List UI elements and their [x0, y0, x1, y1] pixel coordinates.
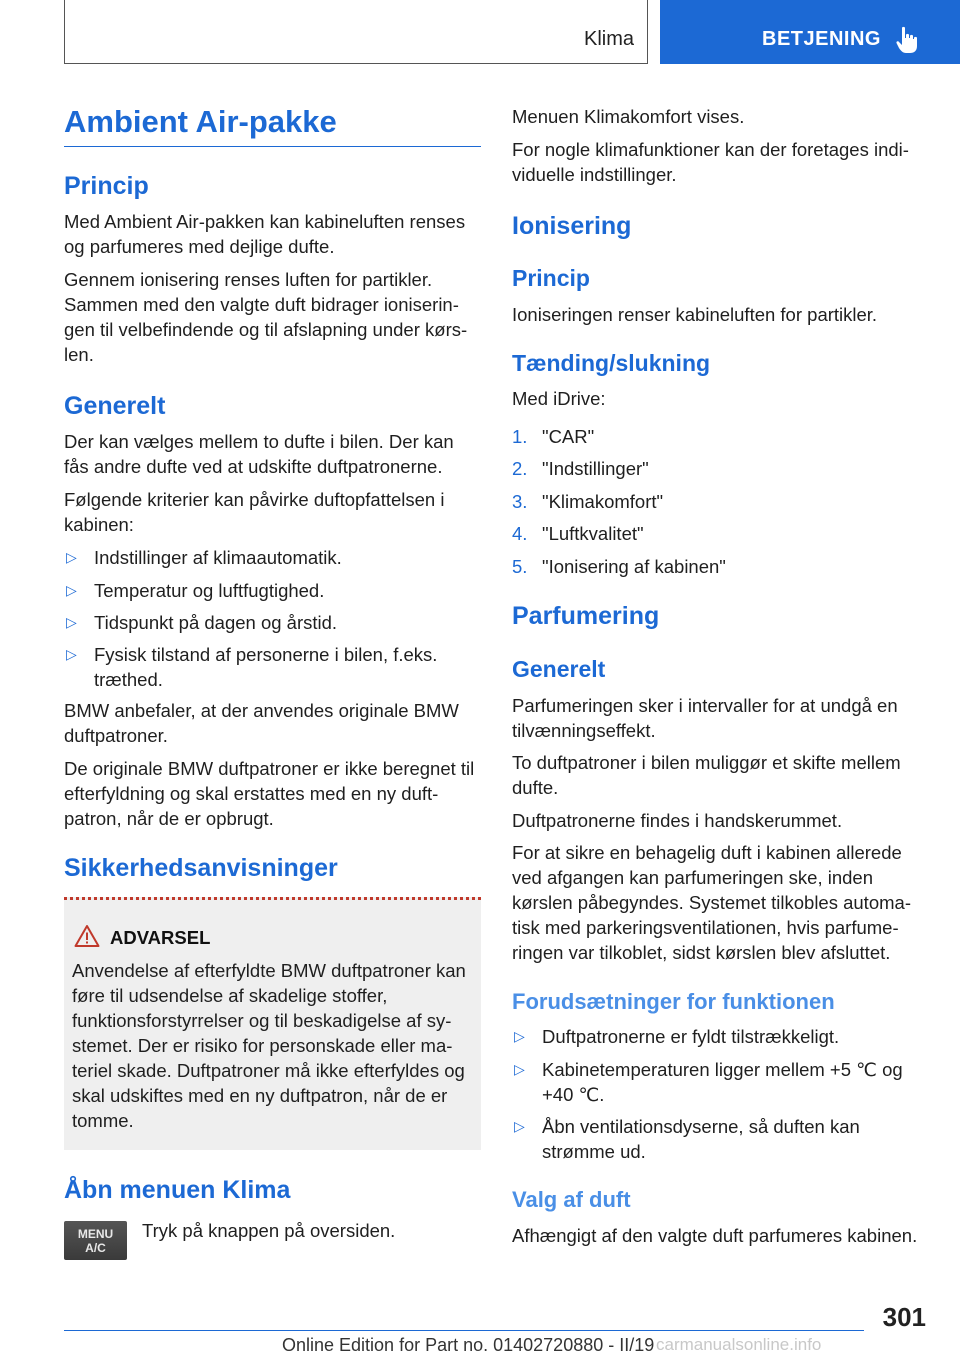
- parfumering-heading: Parfumering: [512, 602, 660, 630]
- menu-text: Tryk på knappen på oversiden.: [142, 1220, 396, 1241]
- page-title: Ambient Air-pakke: [64, 104, 337, 139]
- triangle-bullet-icon: ▷: [66, 582, 77, 598]
- safety-heading: Sikkerhedsanvisninger: [64, 854, 338, 882]
- triangle-bullet-icon: ▷: [514, 1118, 525, 1134]
- ionisering-princip-heading: Princip: [512, 265, 590, 291]
- triangle-bullet-icon: ▷: [514, 1028, 525, 1044]
- parfumering-text-2: To duftpatroner i bilen muliggør et skifte mellem dufte.: [512, 752, 901, 798]
- princip-heading: Princip: [64, 172, 149, 200]
- page-number: 301: [882, 1302, 926, 1332]
- parfumering-text-4: For at sikre en behagelig duft i kabinen allerede ved afgangen kan parfumeringen ske, inden kørslen påbegyndes. Systemet tilkobles automatisk med parkeringsventilationen, hvis parfumeringen var tilkoblet, sidst kørslen blev afsluttet.: [512, 842, 911, 963]
- generelt-text-2: Følgende kriterier kan påvirke duftopfattelsen i kabinen:: [64, 489, 445, 535]
- pointing-hand-icon: [896, 26, 918, 54]
- header-section-title: Klima: [583, 28, 634, 50]
- choice-text: Afhængigt af den valgte duft parfumeres kabinen.: [512, 1225, 918, 1246]
- header-chapter-label: BETJENING: [762, 28, 881, 50]
- triangle-bullet-icon: ▷: [66, 614, 77, 630]
- footer-divider: [64, 1330, 864, 1331]
- title-divider: [64, 146, 481, 147]
- right-text-2: For nogle klimafunktioner kan der foretages individuelle indstillinger.: [512, 139, 909, 185]
- menu-heading: Åbn menuen Klima: [64, 1176, 291, 1204]
- ionisering-heading: Ionisering: [512, 212, 632, 240]
- ionisering-princip-text: Ioniseringen renser kabineluften for partikler.: [512, 304, 878, 325]
- parfumering-text-3: Duftpatronerne findes i handskerummet.: [512, 810, 843, 831]
- menu-ac-button-icon: MENU A/C: [64, 1221, 127, 1260]
- footer-edition: Online Edition for Part no. 01402720880 - II/19: [282, 1335, 655, 1355]
- warning-box: [64, 897, 481, 1150]
- generelt-heading: Generelt: [64, 392, 166, 420]
- header-frame: [64, 0, 648, 64]
- triangle-bullet-icon: ▷: [66, 549, 77, 565]
- princip-text-2: Gennem ionisering renses luften for partikler. Sammen med den valgte duft bidrager ioniseringen til velbefindende og til afslapning under kørslen.: [64, 269, 468, 365]
- parfumering-generelt-heading: Generelt: [512, 656, 606, 682]
- warning-text: Anvendelse af efterfyldte BMW duftpatroner kan føre til udsendelse af skadelige stoffer, funktionsforstyrrelser og til beskadigelse af systemet. Der er risiko for personskade eller materiel skade. Duftpatroner må ikke efterfyldes og skal udskiftes med en ny duftpatron, når de er tomme.: [72, 960, 466, 1131]
- watermark-link[interactable]: carmanualsonline.info: [656, 1335, 822, 1354]
- requirements-heading: Forudsætninger for funktionen: [512, 989, 835, 1014]
- triangle-bullet-icon: ▷: [66, 646, 77, 662]
- generelt-text-1: Der kan vælges mellem to dufte i bilen. Der kan fås andre dufte ved at udskifte duftpatronerne.: [64, 431, 454, 477]
- toggle-heading: Tænding/slukning: [512, 350, 711, 376]
- princip-text-1: Med Ambient Air-pakken kan kabineluften renses og parfumeres med dejlige dufte.: [64, 211, 466, 257]
- triangle-bullet-icon: ▷: [514, 1061, 525, 1077]
- right-text-1: Menuen Klimakomfort vises.: [512, 106, 745, 127]
- generelt-text-4: De originale BMW duftpatroner er ikke beregnet til efterfyldning og skal erstattes med en ny duftpatron, når de er opbrugt.: [64, 758, 475, 829]
- warning-title: ADVARSEL: [110, 927, 211, 948]
- choice-heading: Valg af duft: [512, 1187, 631, 1212]
- parfumering-text-1: Parfumeringen sker i intervaller for at undgå en tilvænningseffekt.: [512, 695, 898, 741]
- generelt-text-3: BMW anbefaler, at der anvendes originale BMW duftpatroner.: [64, 700, 459, 746]
- warning-triangle-icon: [74, 924, 100, 948]
- toggle-text: Med iDrive:: [512, 388, 606, 409]
- header-chapter-tab: [660, 0, 960, 64]
